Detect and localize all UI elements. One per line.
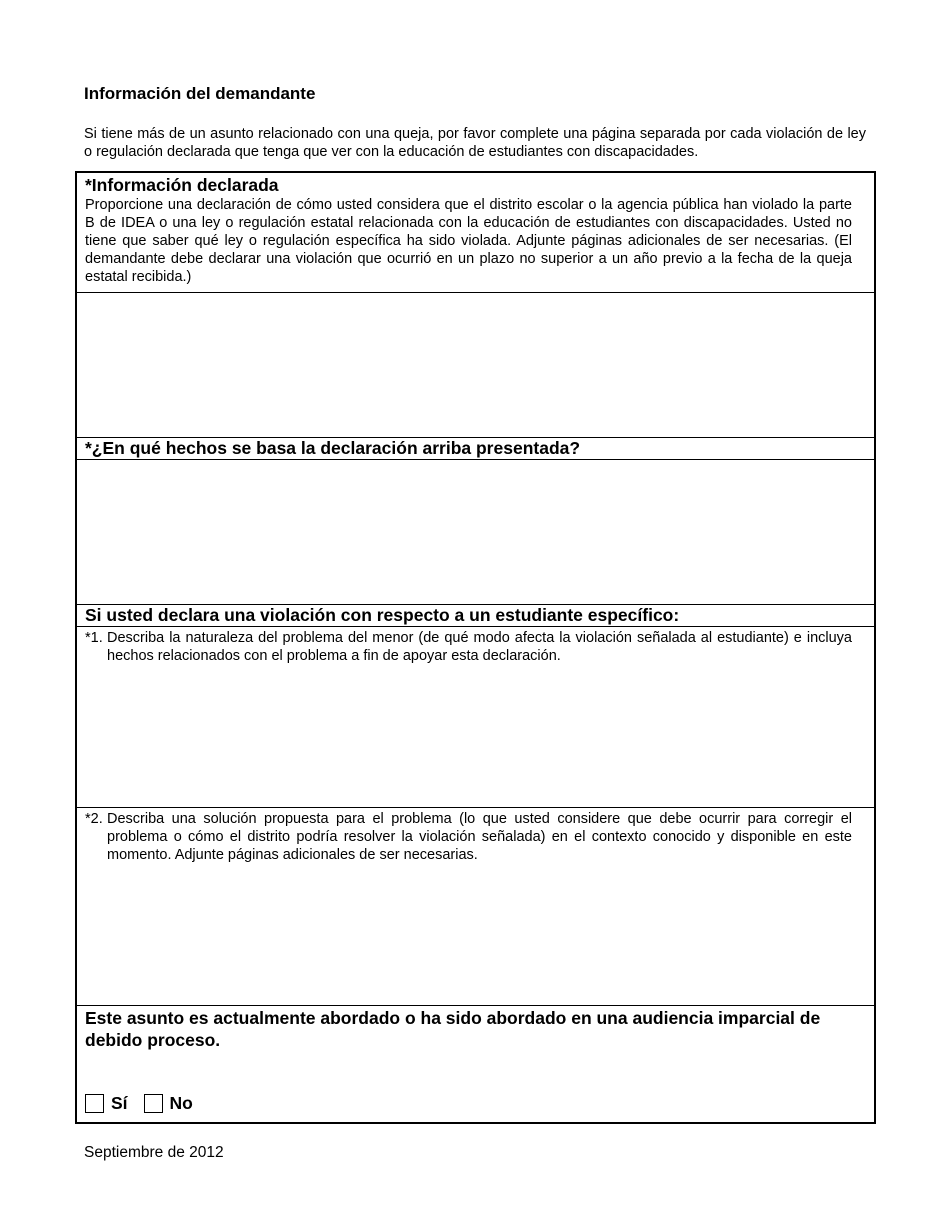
- yes-label: Sí: [111, 1093, 128, 1113]
- question-number: *2.: [85, 811, 103, 827]
- due-process-options: [85, 1093, 209, 1114]
- due-process-heading: Este asunto es actualmente abordado o ha sido abordado en una audiencia imparcial de debido proceso.: [85, 1008, 821, 1050]
- question-number: *1.: [85, 630, 103, 646]
- student-problem-question: [77, 627, 874, 665]
- no-checkbox[interactable]: [144, 1094, 163, 1113]
- declared-info-heading: *Información declarada: [85, 175, 279, 195]
- declared-info-section: [77, 173, 874, 293]
- proposed-solution-question: [77, 808, 874, 864]
- question-text: Describa la naturaleza del problema del menor (de qué modo afecta la violación señalada al estudiante) e incluya hechos relacionados con el problema a fin de apoyar esta declaración.: [107, 630, 852, 664]
- footer-date: Septiembre de 2012: [84, 1144, 224, 1161]
- proposed-solution-area[interactable]: [77, 808, 874, 1006]
- facts-heading-row: [77, 438, 874, 460]
- student-heading: Si usted declara una violación con respecto a un estudiante específico:: [85, 605, 680, 625]
- facts-heading: *¿En qué hechos se basa la declaración arriba presentada?: [85, 438, 581, 458]
- page-title: Información del demandante: [84, 84, 316, 103]
- question-text: Describa una solución propuesta para el problema (lo que usted considere que debe ocurrir para corregir el problema o cómo el distrito podría resolver la violación señalada) en el contexto conocido y disponible en este momento. Adjunte páginas adicionales de ser necesarias.: [107, 811, 852, 863]
- declared-info-instructions: Proporcione una declaración de cómo usted considera que el distrito escolar o la agencia pública han violado la parte B de IDEA o una ley o regulación estatal relacionada con la educación de estudiantes con discapacidades. Usted no tiene que saber qué ley o regulación específica ha sido violada. Adjunte páginas adicionales de ser necesarias. (El demandante debe declarar una violación que ocurrió en un plazo no superior a un año previo a la fecha de la queja estatal recibida.): [85, 197, 852, 285]
- intro-paragraph: Si tiene más de un asunto relacionado con una queja, por favor complete una página separada por cada violación de ley o regulación declarada que tenga que ver con la educación de estudiantes con discapacidades.: [84, 126, 866, 160]
- option-no[interactable]: [144, 1093, 193, 1114]
- facts-answer-area[interactable]: [77, 460, 874, 605]
- yes-checkbox[interactable]: [85, 1094, 104, 1113]
- option-yes[interactable]: [85, 1093, 128, 1114]
- student-heading-row: [77, 605, 874, 627]
- due-process-section: [77, 1006, 874, 1124]
- no-label: No: [169, 1093, 193, 1113]
- student-problem-area[interactable]: [77, 627, 874, 808]
- complaint-form: [75, 171, 876, 1124]
- declared-info-answer-area[interactable]: [77, 293, 874, 438]
